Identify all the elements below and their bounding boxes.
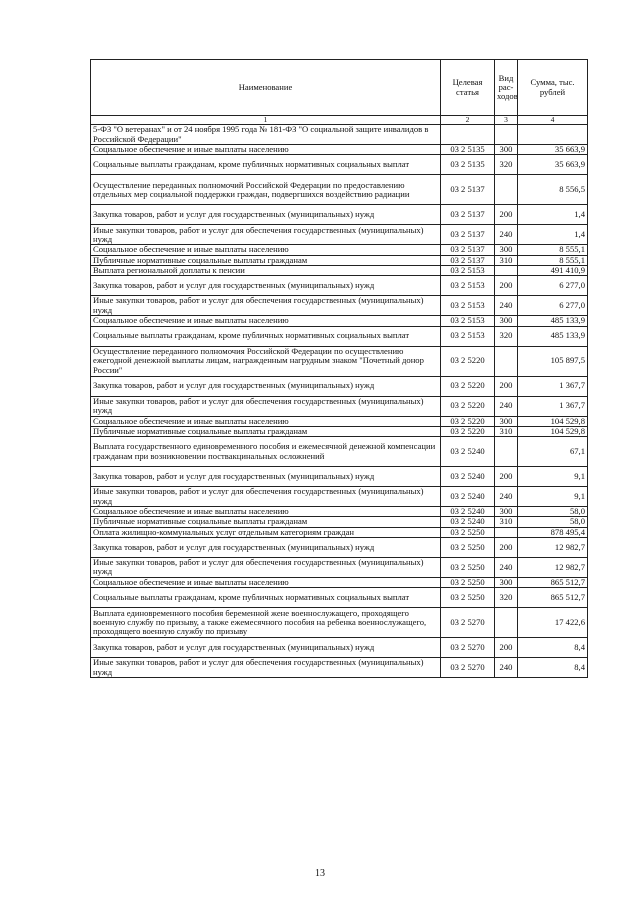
table-header — [91, 60, 588, 125]
row-expense-type: 300 — [495, 245, 518, 255]
row-sum: 8 555,1 — [518, 245, 588, 255]
row-target-article: 03 2 5250 — [441, 577, 495, 587]
row-name: Закупка товаров, работ и услуг для государственных (муниципальных) нужд — [91, 205, 441, 225]
row-name: Иные закупки товаров, работ и услуг для обеспечения государственных (муниципальных) нужд — [91, 396, 441, 416]
table-row — [91, 175, 588, 205]
row-name: Закупка товаров, работ и услуг для государственных (муниципальных) нужд — [91, 376, 441, 396]
page-number: 13 — [315, 868, 325, 879]
table-row — [91, 527, 588, 537]
row-name: 5-ФЗ "О ветеранах" и от 24 ноября 1995 года № 181-ФЗ "О социальной защите инвалидов в Российской Федерации" — [91, 125, 441, 145]
row-expense-type: 240 — [495, 658, 518, 678]
row-target-article: 03 2 5153 — [441, 296, 495, 316]
row-target-article: 03 2 5153 — [441, 326, 495, 346]
table-row — [91, 638, 588, 658]
row-expense-type: 300 — [495, 507, 518, 517]
row-name: Закупка товаров, работ и услуг для государственных (муниципальных) нужд — [91, 638, 441, 658]
row-name: Публичные нормативные социальные выплаты гражданам — [91, 426, 441, 436]
row-expense-type: 240 — [495, 487, 518, 507]
table-row — [91, 255, 588, 265]
table-row — [91, 125, 588, 145]
table-row — [91, 276, 588, 296]
row-target-article: 03 2 5220 — [441, 346, 495, 376]
row-target-article: 03 2 5137 — [441, 255, 495, 265]
table-row — [91, 437, 588, 467]
row-name: Выплата государственного единовременного пособия и ежемесячной денежной компенсации гражданам при возникновении поствакцинальных осложнений — [91, 437, 441, 467]
row-expense-type: 320 — [495, 155, 518, 175]
row-target-article: 03 2 5220 — [441, 416, 495, 426]
table-row — [91, 517, 588, 527]
row-target-article: 03 2 5250 — [441, 557, 495, 577]
row-name: Иные закупки товаров, работ и услуг для обеспечения государственных (муниципальных) нужд — [91, 487, 441, 507]
table-row — [91, 326, 588, 346]
row-name: Закупка товаров, работ и услуг для государственных (муниципальных) нужд — [91, 467, 441, 487]
table-row — [91, 265, 588, 275]
header-name: Наименование — [91, 60, 441, 116]
header-expense-type: Вид рас-ходов — [495, 60, 518, 116]
row-expense-type: 310 — [495, 517, 518, 527]
table-row — [91, 296, 588, 316]
row-expense-type: 240 — [495, 225, 518, 245]
table-row — [91, 507, 588, 517]
row-name: Закупка товаров, работ и услуг для государственных (муниципальных) нужд — [91, 537, 441, 557]
table-row — [91, 557, 588, 577]
row-name: Закупка товаров, работ и услуг для государственных (муниципальных) нужд — [91, 276, 441, 296]
row-name: Иные закупки товаров, работ и услуг для обеспечения государственных (муниципальных) нужд — [91, 225, 441, 245]
row-name: Осуществление переданного полномочия Российской Федерации по осуществлению ежегодной денежной выплаты лицам, награжденным нагрудным знаком "Почетный донор России" — [91, 346, 441, 376]
table-row — [91, 416, 588, 426]
row-name: Иные закупки товаров, работ и услуг для обеспечения государственных (муниципальных) нужд — [91, 557, 441, 577]
budget-table — [90, 59, 588, 678]
row-sum: 9,1 — [518, 487, 588, 507]
table-row — [91, 376, 588, 396]
row-sum: 35 663,9 — [518, 145, 588, 155]
column-number: 2 — [441, 116, 495, 125]
row-expense-type — [495, 527, 518, 537]
row-expense-type: 200 — [495, 376, 518, 396]
row-expense-type — [495, 608, 518, 638]
row-target-article: 03 2 5270 — [441, 658, 495, 678]
row-expense-type — [495, 175, 518, 205]
row-name: Социальное обеспечение и иные выплаты населению — [91, 577, 441, 587]
row-target-article: 03 2 5137 — [441, 225, 495, 245]
row-sum: 6 277,0 — [518, 276, 588, 296]
row-sum: 1 367,7 — [518, 376, 588, 396]
row-expense-type — [495, 346, 518, 376]
row-sum: 17 422,6 — [518, 608, 588, 638]
row-expense-type: 310 — [495, 255, 518, 265]
table-row — [91, 396, 588, 416]
row-name: Осуществление переданных полномочий Российской Федерации по предоставлению отдельных мер социальной поддержки граждан, подвергшихся воздействию радиации — [91, 175, 441, 205]
row-target-article: 03 2 5270 — [441, 638, 495, 658]
row-sum: 35 663,9 — [518, 155, 588, 175]
row-target-article: 03 2 5220 — [441, 426, 495, 436]
row-sum: 67,1 — [518, 437, 588, 467]
row-sum: 8 555,1 — [518, 255, 588, 265]
row-sum: 491 410,9 — [518, 265, 588, 275]
row-sum: 104 529,8 — [518, 426, 588, 436]
header-target-article: Целевая статья — [441, 60, 495, 116]
row-sum: 485 133,9 — [518, 326, 588, 346]
table-row — [91, 225, 588, 245]
table-row — [91, 205, 588, 225]
row-sum: 865 512,7 — [518, 577, 588, 587]
row-name: Социальное обеспечение и иные выплаты населению — [91, 507, 441, 517]
row-expense-type: 240 — [495, 557, 518, 577]
table-row — [91, 588, 588, 608]
row-name: Социальное обеспечение и иные выплаты населению — [91, 145, 441, 155]
row-target-article: 03 2 5220 — [441, 396, 495, 416]
row-name: Иные закупки товаров, работ и услуг для обеспечения государственных (муниципальных) нужд — [91, 296, 441, 316]
row-expense-type: 200 — [495, 205, 518, 225]
table-row — [91, 487, 588, 507]
row-target-article: 03 2 5240 — [441, 487, 495, 507]
row-expense-type — [495, 265, 518, 275]
table-row — [91, 577, 588, 587]
row-name: Публичные нормативные социальные выплаты гражданам — [91, 517, 441, 527]
row-sum: 878 495,4 — [518, 527, 588, 537]
column-number: 1 — [91, 116, 441, 125]
row-expense-type: 300 — [495, 316, 518, 326]
table-row — [91, 426, 588, 436]
header-sum: Сумма, тыс. рублей — [518, 60, 588, 116]
row-sum: 12 982,7 — [518, 537, 588, 557]
row-sum: 12 982,7 — [518, 557, 588, 577]
row-target-article: 03 2 5137 — [441, 245, 495, 255]
row-name: Оплата жилищно-коммунальных услуг отдельным категориям граждан — [91, 527, 441, 537]
row-name: Социальное обеспечение и иные выплаты населению — [91, 316, 441, 326]
row-name: Публичные нормативные социальные выплаты гражданам — [91, 255, 441, 265]
row-target-article: 03 2 5137 — [441, 175, 495, 205]
row-target-article: 03 2 5250 — [441, 537, 495, 557]
row-expense-type: 200 — [495, 537, 518, 557]
row-target-article: 03 2 5153 — [441, 276, 495, 296]
table-row — [91, 346, 588, 376]
table-row — [91, 537, 588, 557]
row-target-article: 03 2 5137 — [441, 205, 495, 225]
row-target-article — [441, 125, 495, 145]
row-sum: 1,4 — [518, 225, 588, 245]
table-row — [91, 658, 588, 678]
row-name: Социальные выплаты гражданам, кроме публичных нормативных социальных выплат — [91, 326, 441, 346]
table-row — [91, 316, 588, 326]
row-expense-type: 300 — [495, 145, 518, 155]
row-expense-type: 310 — [495, 426, 518, 436]
column-number: 4 — [518, 116, 588, 125]
row-expense-type: 320 — [495, 588, 518, 608]
row-expense-type: 240 — [495, 396, 518, 416]
table-row — [91, 245, 588, 255]
row-sum: 9,1 — [518, 467, 588, 487]
row-expense-type — [495, 437, 518, 467]
row-sum: 1 367,7 — [518, 396, 588, 416]
row-target-article: 03 2 5153 — [441, 316, 495, 326]
row-sum: 8,4 — [518, 658, 588, 678]
row-name: Социальные выплаты гражданам, кроме публичных нормативных социальных выплат — [91, 155, 441, 175]
column-number: 3 — [495, 116, 518, 125]
row-expense-type: 200 — [495, 276, 518, 296]
row-target-article: 03 2 5240 — [441, 517, 495, 527]
row-sum: 105 897,5 — [518, 346, 588, 376]
row-name: Социальные выплаты гражданам, кроме публичных нормативных социальных выплат — [91, 588, 441, 608]
row-sum: 865 512,7 — [518, 588, 588, 608]
row-target-article: 03 2 5220 — [441, 376, 495, 396]
row-sum: 6 277,0 — [518, 296, 588, 316]
row-sum: 8 556,5 — [518, 175, 588, 205]
row-name: Социальное обеспечение и иные выплаты населению — [91, 416, 441, 426]
row-expense-type: 240 — [495, 296, 518, 316]
row-target-article: 03 2 5270 — [441, 608, 495, 638]
row-expense-type — [495, 125, 518, 145]
row-target-article: 03 2 5240 — [441, 437, 495, 467]
table-row — [91, 145, 588, 155]
row-target-article: 03 2 5250 — [441, 527, 495, 537]
row-target-article: 03 2 5250 — [441, 588, 495, 608]
row-sum: 58,0 — [518, 507, 588, 517]
row-expense-type: 300 — [495, 416, 518, 426]
row-expense-type: 200 — [495, 467, 518, 487]
row-expense-type: 320 — [495, 326, 518, 346]
row-target-article: 03 2 5135 — [441, 145, 495, 155]
table-body — [91, 125, 588, 678]
row-name: Выплата региональной доплаты к пенсии — [91, 265, 441, 275]
row-sum: 485 133,9 — [518, 316, 588, 326]
row-sum: 58,0 — [518, 517, 588, 527]
row-expense-type: 200 — [495, 638, 518, 658]
row-target-article: 03 2 5153 — [441, 265, 495, 275]
row-sum: 104 529,8 — [518, 416, 588, 426]
row-target-article: 03 2 5240 — [441, 507, 495, 517]
row-target-article: 03 2 5240 — [441, 467, 495, 487]
row-sum: 1,4 — [518, 205, 588, 225]
row-name: Иные закупки товаров, работ и услуг для обеспечения государственных (муниципальных) нужд — [91, 658, 441, 678]
row-sum — [518, 125, 588, 145]
row-target-article: 03 2 5135 — [441, 155, 495, 175]
row-name: Социальное обеспечение и иные выплаты населению — [91, 245, 441, 255]
table-row — [91, 608, 588, 638]
table-row — [91, 155, 588, 175]
row-expense-type: 300 — [495, 577, 518, 587]
row-sum: 8,4 — [518, 638, 588, 658]
table-row — [91, 467, 588, 487]
row-name: Выплата единовременного пособия беременной жене военнослужащего, проходящего военную службу по призыву, а также ежемесячного пособия на ребенка военнослужащего, проходящего военную службу по призыву — [91, 608, 441, 638]
